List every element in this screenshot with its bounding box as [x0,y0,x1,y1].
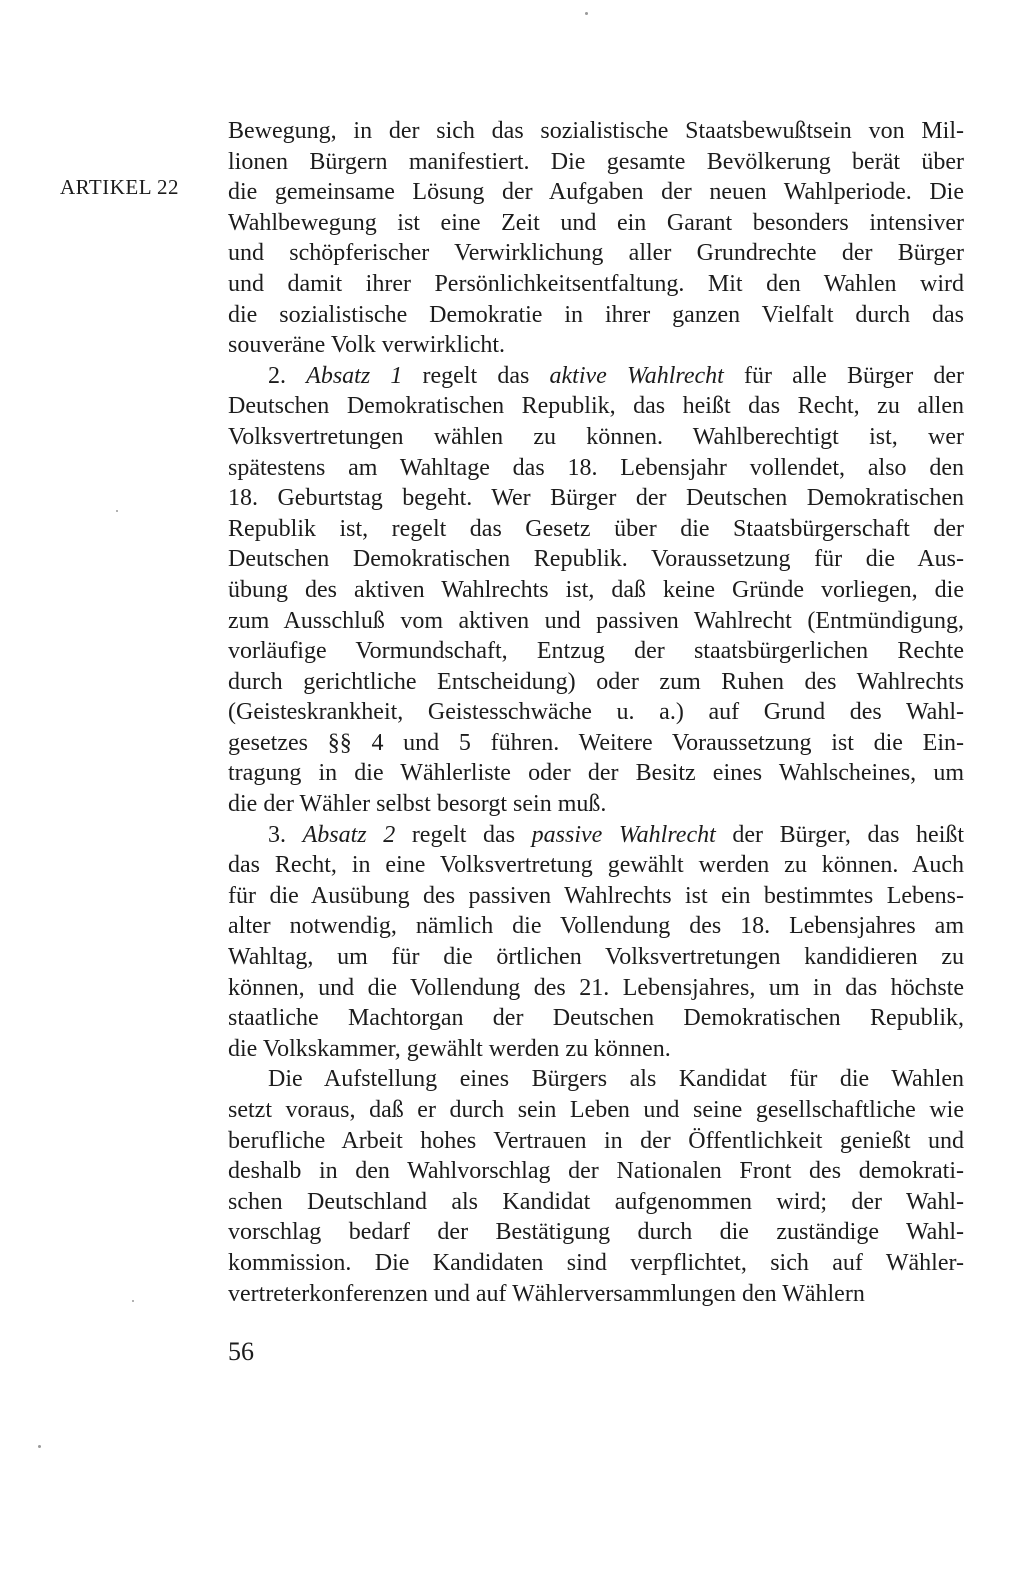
text-segment: das Recht, in eine Volksvertretung gewählt werden zu können. Auch [228,852,964,879]
text-line [228,667,964,698]
italic-term: aktive Wahlrecht [549,362,724,389]
text-segment: regelt das [395,821,532,848]
text-line [228,269,964,300]
text-line [228,820,964,851]
text-segment: tragung in die Wählerliste oder der Besitz eines Wahlscheines, um [228,760,964,787]
text-line [228,789,964,820]
italic-term: Absatz 2 [302,821,396,848]
text-segment: Deutschen Demokratischen Republik, das heißt das Recht, zu allen [228,393,964,420]
margin-note-article: ARTIKEL 22 [60,175,180,199]
text-segment: (Geisteskrankheit, Geistesschwäche u. a.) auf Grund des Wahl- [228,699,964,726]
italic-term: passive Wahlrecht [531,821,716,848]
text-line [228,238,964,269]
text-segment: der Bürger, das heißt [715,821,965,848]
text-line [228,881,964,912]
text-segment: die Volkskammer, gewählt werden zu können. [228,1035,671,1062]
text-segment: souveräne Volk verwirklicht. [228,332,506,359]
text-segment: regelt das [402,362,550,389]
text-segment: staatliche Machtorgan der Deutschen Demokratischen Republik, [228,1005,964,1032]
text-segment: Bewegung, in der sich das sozialistische Staatsbewußtsein von Mil- [228,118,964,144]
text-segment: vertreterkonferenzen und auf Wählerversammlungen den Wählern [228,1280,865,1307]
text-line [228,453,964,484]
text-line [228,728,964,759]
text-line [228,1095,964,1126]
text-line [228,973,964,1004]
text-segment: spätestens am Wahltage das 18. Lebensjahr vollendet, also den [228,454,964,481]
text-segment: Die Aufstellung eines Bürgers als Kandidat für die Wahlen [268,1066,964,1093]
text-segment: zum Ausschluß vom aktiven und passiven Wahlrecht (Entmündigung, [228,607,964,634]
text-line [228,850,964,881]
scan-speck [116,510,118,512]
paragraph [228,116,964,361]
text-line [228,483,964,514]
text-segment: die der Wähler selbst besorgt sein muß. [228,791,607,818]
text-line [228,1156,964,1187]
paragraph [228,1064,964,1309]
text-segment: übung des aktiven Wahlrechts ist, daß keine Gründe vorliegen, die [228,576,964,603]
text-line [228,391,964,422]
text-line [228,1064,964,1095]
text-line [228,330,964,361]
text-segment: und damit ihrer Persönlichkeitsentfaltung. Mit den Wahlen wird [228,270,964,297]
text-line [228,636,964,667]
text-segment: deshalb in den Wahlvorschlag der Nationalen Front des demokrati- [228,1158,964,1185]
text-segment: können, und die Vollendung des 21. Lebensjahres, um in das höchste [228,974,964,1001]
text-line [228,697,964,728]
text-line [228,544,964,575]
text-line [228,422,964,453]
scan-speck [38,1445,41,1448]
text-line [228,1034,964,1065]
text-line [228,606,964,637]
text-segment: und schöpferischer Verwirklichung aller Grundrechte der Bürger [228,240,964,267]
text-segment: 2. [268,362,307,389]
page-number: 56 [228,1337,254,1366]
text-line [228,514,964,545]
text-line [228,361,964,392]
text-segment: Wahlbewegung ist eine Zeit und ein Garant besonders intensiver [228,209,964,236]
text-segment: Deutschen Demokratischen Republik. Voraussetzung für die Aus- [228,546,964,573]
text-line [228,911,964,942]
text-segment: setzt voraus, daß er durch sein Leben und seine gesellschaftliche wie [228,1097,964,1123]
body-text [228,116,964,1309]
text-line [228,1248,964,1279]
paragraph [228,361,964,820]
text-line [228,208,964,239]
text-segment: Wahltag, um für die örtlichen Volksvertretungen kandidieren zu [228,944,964,971]
text-line [228,147,964,178]
text-segment: alter notwendig, nämlich die Vollendung des 18. Lebensjahres am [228,913,964,940]
paragraph [228,820,964,1065]
text-segment: Volksvertretungen wählen zu können. Wahlberechtigt ist, wer [228,423,964,450]
text-line [228,177,964,208]
text-segment: 18. Geburtstag begeht. Wer Bürger der Deutschen Demokratischen [228,485,964,512]
text-segment: Republik ist, regelt das Gesetz über die Staatsbürgerschaft der [228,515,964,542]
text-segment: für alle Bürger der [723,362,965,389]
text-segment: vorschlag bedarf der Bestätigung durch die zuständige Wahl- [228,1219,964,1246]
text-segment: für die Ausübung des passiven Wahlrechts ist ein bestimmtes Lebens- [228,882,964,909]
text-segment: durch gerichtliche Entscheidung) oder zum Ruhen des Wahlrechts [228,668,964,695]
text-line [228,1003,964,1034]
scan-speck [132,1300,134,1302]
text-segment: lionen Bürgern manifestiert. Die gesamte Bevölkerung berät über [228,148,964,175]
text-segment: die gemeinsame Lösung der Aufgaben der neuen Wahlperiode. Die [228,179,964,206]
scan-speck [585,12,588,15]
text-line [228,942,964,973]
text-segment: 3. [268,821,303,848]
text-line [228,575,964,606]
text-line [228,116,964,147]
text-line [228,1187,964,1218]
text-line [228,1126,964,1157]
italic-term: Absatz 1 [306,362,403,389]
text-segment: schen Deutschland als Kandidat aufgenommen wird; der Wahl- [228,1188,964,1215]
text-line [228,1279,964,1310]
text-segment: gesetzes §§ 4 und 5 führen. Weitere Voraussetzung ist die Ein- [228,729,964,756]
text-line [228,758,964,789]
text-segment: die sozialistische Demokratie in ihrer ganzen Vielfalt durch das [228,301,964,328]
text-line [228,1217,964,1248]
text-line [228,300,964,331]
text-segment: vorläufige Vormundschaft, Entzug der staatsbürgerlichen Rechte [228,638,964,665]
text-segment: berufliche Arbeit hohes Vertrauen in der Öffentlichkeit genießt und [228,1127,964,1154]
text-segment: kommission. Die Kandidaten sind verpflichtet, sich auf Wähler- [228,1249,964,1276]
